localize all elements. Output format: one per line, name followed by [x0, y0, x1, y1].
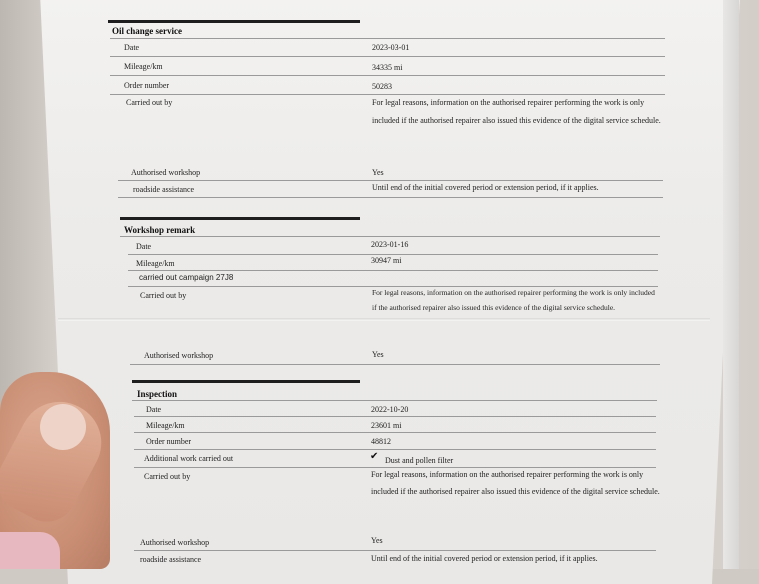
workshop-label: Authorised workshop — [144, 351, 214, 360]
date-value: 2023-03-01 — [372, 43, 410, 52]
date-value: 2022-10-20 — [371, 405, 409, 414]
workshop-value: Yes — [372, 350, 384, 359]
checkmark-icon: ✔ — [370, 451, 379, 462]
workshop-label: Authorised workshop — [140, 538, 210, 547]
mileage-label: Mileage/km — [146, 421, 185, 430]
section-title: Workshop remark — [124, 225, 196, 235]
carried-out-value: For legal reasons, information on the authorised repairer performing the work is only included if the authorised repairer also issued this evidence of the digital service schedule. — [371, 470, 660, 496]
paper-stack-edge — [723, 0, 739, 569]
row-divider — [118, 180, 663, 181]
row-divider — [118, 197, 663, 198]
row-divider — [134, 550, 656, 551]
carried-out-label: Carried out by — [144, 472, 191, 481]
roadside-label: roadside assistance — [140, 555, 202, 564]
row-divider — [110, 38, 665, 39]
workshop-value: Yes — [372, 168, 384, 177]
roadside-value: Until end of the initial covered period or extension period, if it applies. — [371, 554, 598, 563]
date-label: Date — [136, 242, 152, 251]
row-divider — [134, 432, 656, 433]
workshop-value: Yes — [371, 536, 383, 545]
carried-out-value: For legal reasons, information on the authorised repairer performing the work is only included if the authorised repairer also issued this evidence of the digital service schedule. — [372, 288, 655, 312]
mileage-value: 34335 mi — [372, 63, 403, 72]
order-value: 48812 — [371, 437, 391, 446]
additional-work-label: Additional work carried out — [144, 454, 234, 463]
carried-out-value: For legal reasons, information on the authorised repairer performing the work is only included if the authorised repairer also issued this evidence of the digital service schedule. — [372, 98, 661, 125]
row-divider — [128, 270, 658, 271]
row-divider — [132, 400, 657, 401]
section-rule — [132, 380, 360, 383]
row-divider — [130, 364, 660, 365]
section-title: Inspection — [137, 389, 178, 399]
row-divider — [134, 416, 656, 417]
mileage-label: Mileage/km — [136, 259, 175, 268]
sleeve — [0, 532, 60, 569]
row-divider — [134, 449, 656, 450]
section-rule — [108, 20, 360, 23]
date-value: 2023-01-16 — [371, 240, 409, 249]
mileage-label: Mileage/km — [124, 62, 163, 71]
date-label: Date — [146, 405, 162, 414]
paper-fold — [58, 318, 710, 321]
carried-out-label: Carried out by — [126, 98, 173, 107]
row-divider — [110, 56, 665, 57]
order-label: Order number — [146, 437, 192, 446]
thumbnail — [40, 404, 86, 450]
order-value: 50283 — [372, 82, 392, 91]
date-label: Date — [124, 43, 140, 52]
additional-work-value: Dust and pollen filter — [385, 456, 454, 465]
roadside-label: roadside assistance — [133, 185, 195, 194]
row-divider — [120, 236, 660, 237]
mileage-value: 30947 mi — [371, 256, 402, 265]
order-label: Order number — [124, 81, 170, 90]
section-rule — [120, 217, 360, 220]
workshop-label: Authorised workshop — [131, 168, 201, 177]
campaign-text: carried out campaign 27J8 — [139, 273, 234, 282]
row-divider — [110, 75, 665, 76]
row-divider — [128, 254, 658, 255]
mileage-value: 23601 mi — [371, 421, 402, 430]
section-title: Oil change service — [112, 26, 182, 36]
roadside-value: Until end of the initial covered period or extension period, if it applies. — [372, 183, 599, 192]
carried-out-label: Carried out by — [140, 291, 187, 300]
